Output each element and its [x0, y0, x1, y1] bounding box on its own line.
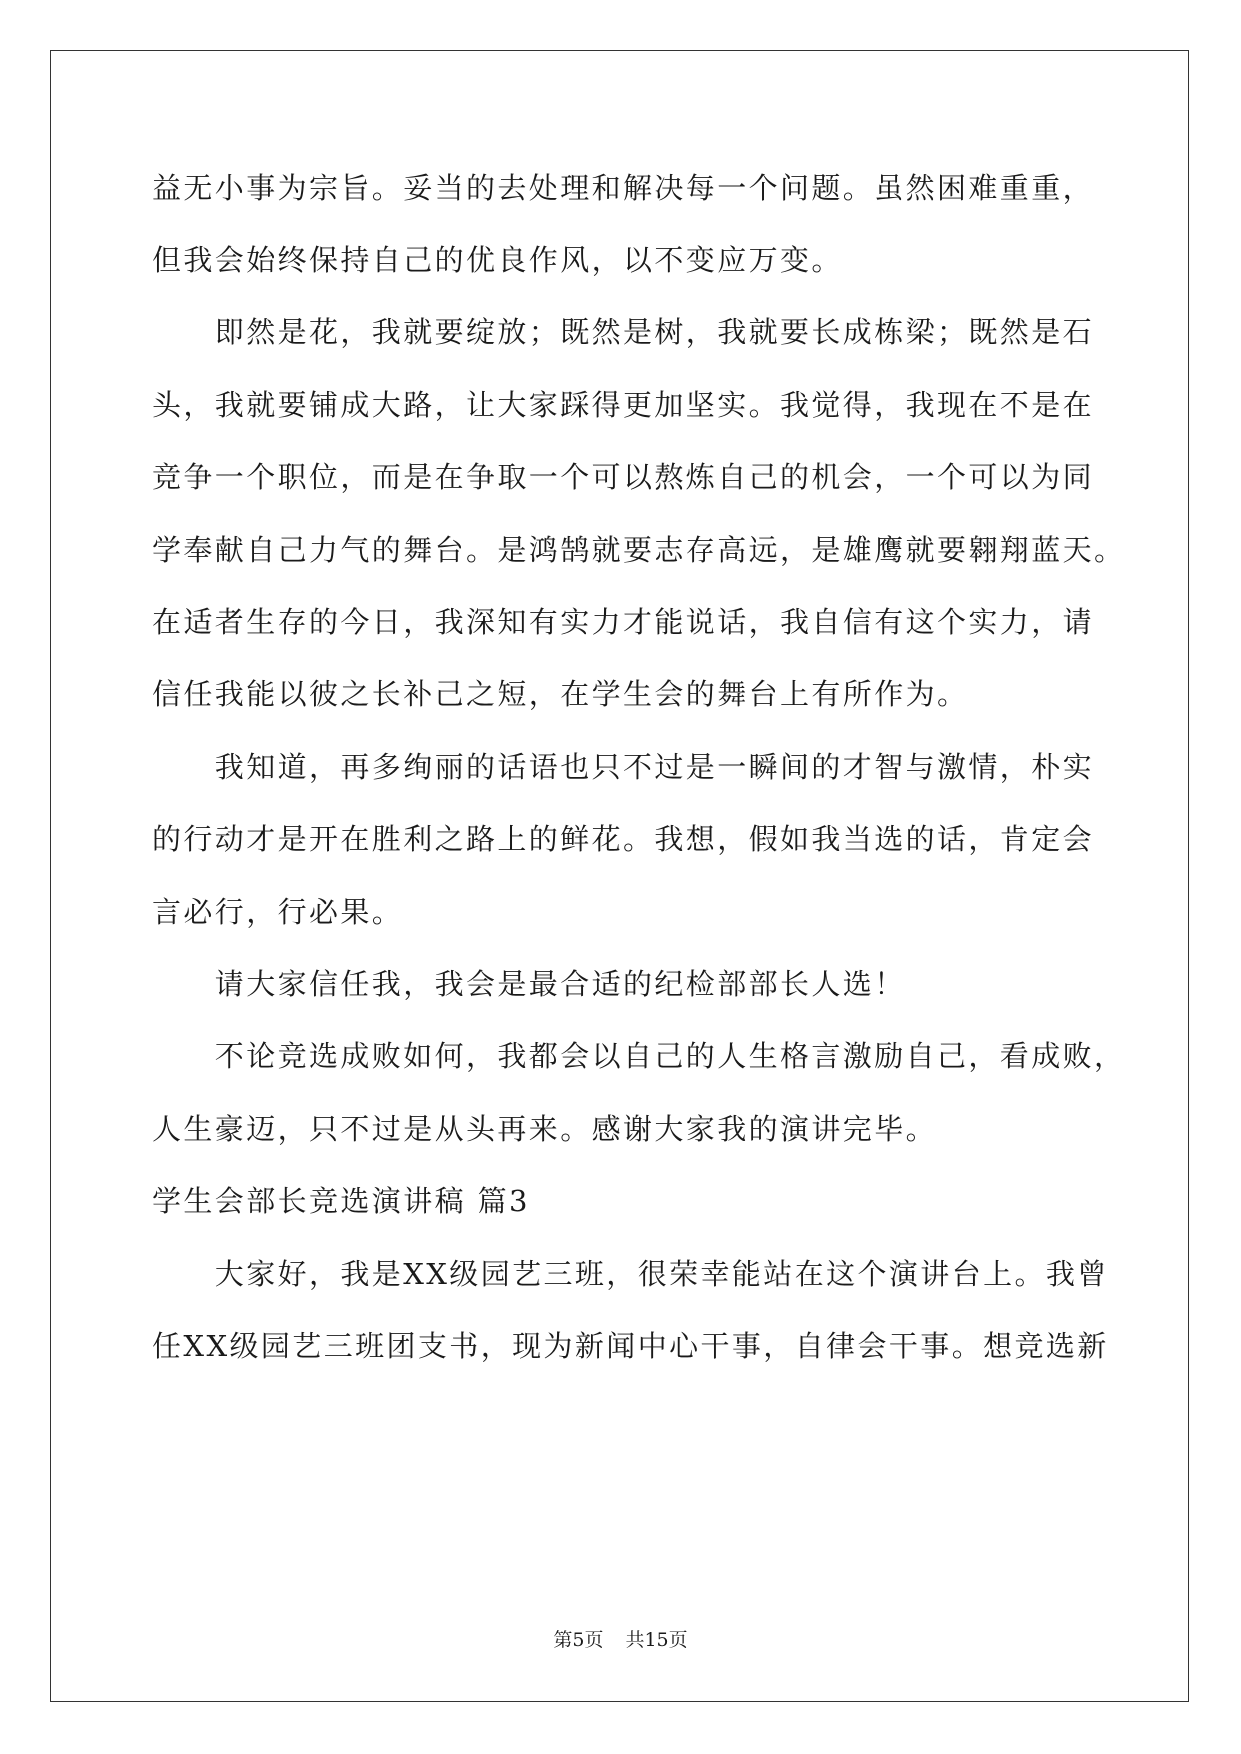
- text-line: 我知道，再多绚丽的话语也只不过是一瞬间的才智与激情，朴实: [152, 750, 1095, 784]
- text-line: 头，我就要铺成大路，让大家踩得更加坚实。我觉得，我现在不是在: [152, 388, 1095, 422]
- text-line: 大家好，我是XX级园艺三班，很荣幸能站在这个演讲台上。我曾: [152, 1257, 1109, 1291]
- text-line: 言必行，行必果。: [152, 895, 404, 929]
- text-line: 的行动才是开在胜利之路上的鲜花。我想，假如我当选的话，肯定会: [152, 822, 1095, 856]
- text-line: 任XX级园艺三班团支书，现为新闻中心干事，自律会干事。想竞选新: [152, 1329, 1109, 1363]
- text-line: 益无小事为宗旨。妥当的去处理和解决每一个问题。虽然困难重重，: [152, 171, 1095, 205]
- text-line: 竞争一个职位，而是在争取一个可以熬炼自己的机会，一个可以为同: [152, 460, 1095, 494]
- text-line: 请大家信任我，我会是最合适的纪检部部长人选！: [152, 967, 906, 1001]
- text-line: 人生豪迈，只不过是从头再来。感谢大家我的演讲完毕。: [152, 1112, 938, 1146]
- page-total: 共15页: [625, 1629, 688, 1651]
- page-number: 第5页: [553, 1629, 604, 1651]
- text-line: 即然是花，我就要绽放；既然是树，我就要长成栋梁；既然是石: [152, 315, 1095, 349]
- text-line: 但我会始终保持自己的优良作风，以不变应万变。: [152, 243, 843, 277]
- text-line: 不论竞选成败如何，我都会以自己的人生格言激励自己，看成败，: [152, 1039, 1126, 1073]
- text-line: 学奉献自己力气的舞台。是鸿鹄就要志存高远，是雄鹰就要翱翔蓝天。: [152, 533, 1126, 567]
- page-footer: [0, 1628, 1241, 1652]
- page-border: [50, 50, 1189, 1702]
- text-line: 信任我能以彼之长补己之短，在学生会的舞台上有所作为。: [152, 677, 969, 711]
- text-line: 在适者生存的今日，我深知有实力才能说话，我自信有这个实力，请: [152, 605, 1095, 639]
- section-heading: 学生会部长竞选演讲稿 篇3: [152, 1184, 530, 1218]
